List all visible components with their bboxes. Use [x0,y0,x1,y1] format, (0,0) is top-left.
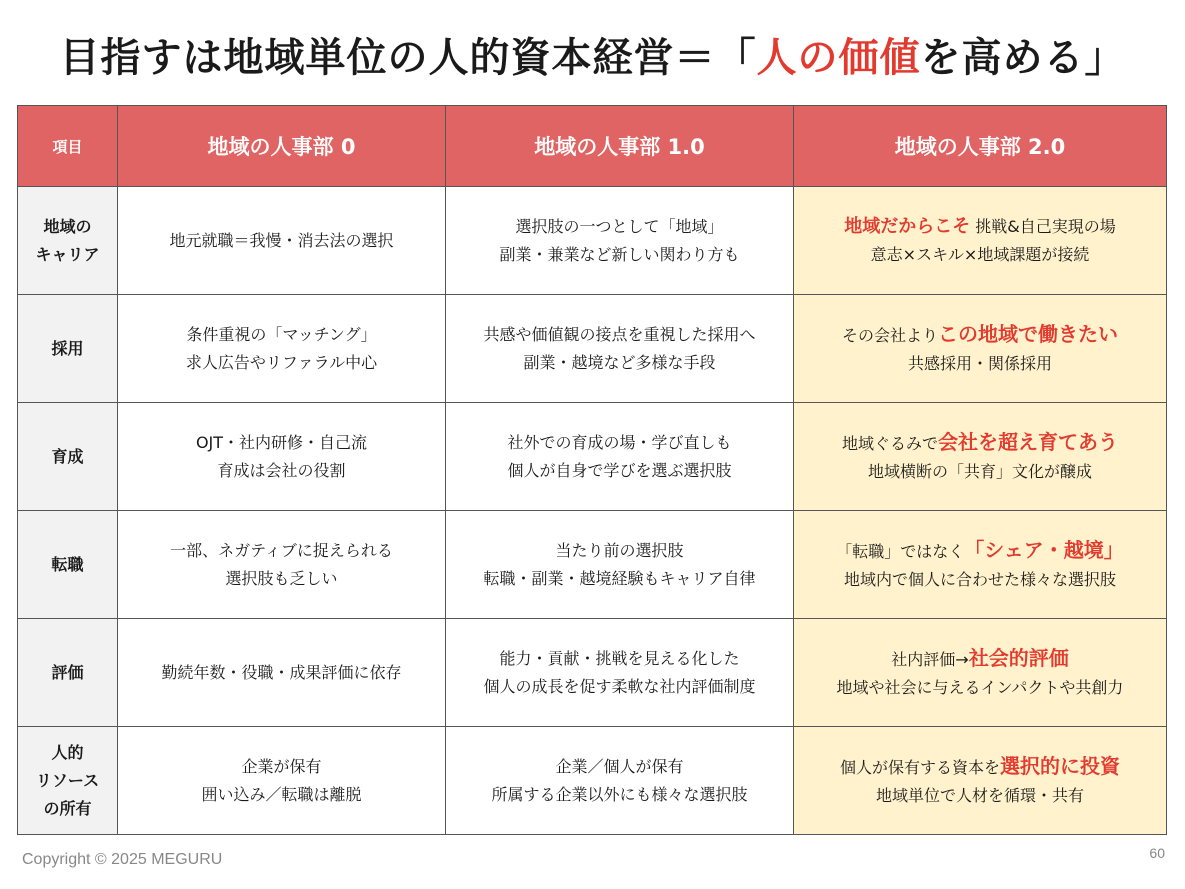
cell-hr-1: 社外での育成の場・学び直しも 個人が自身で学びを選ぶ選択肢 [446,403,794,511]
title-prefix: 目指すは地域単位の人的資本経営＝「 [59,35,757,81]
cell-hr-2: その会社よりこの地域で働きたい 共感採用・関係採用 [794,295,1167,403]
cell-hr-1: 選択肢の一つとして「地域」 副業・兼業など新しい関わり方も [446,187,794,295]
cell-hr-1: 能力・貢献・挑戦を見える化した 個人の成長を促す柔軟な社内評価制度 [446,619,794,727]
highlight-text: 選択的に投資 [1000,753,1120,778]
cell-hr-1: 共感や価値観の接点を重視した採用へ 副業・越境など多様な手段 [446,295,794,403]
row-label: 評価 [18,619,118,727]
highlight-text: 「シェア・越境」 [964,537,1124,562]
title-highlight: 人の価値 [756,35,921,81]
table-header-row [18,106,1167,187]
header-hr-1: 地域の人事部 1.0 [446,106,794,187]
table-row [18,727,1167,835]
cell-hr-1: 当たり前の選択肢 転職・副業・越境経験もキャリア自律 [446,511,794,619]
highlight-text: 地域だからこそ [844,215,971,237]
cell-hr-2: 地域だからこそ 挑戦&自己実現の場 意志×スキル×地域課題が接続 [794,187,1167,295]
highlight-text: 社会的評価 [968,645,1069,670]
cell-hr-0: 一部、ネガティブに捉えられる 選択肢も乏しい [118,511,446,619]
header-hr-2: 地域の人事部 2.0 [794,106,1167,187]
title-suffix: を高める」 [920,35,1126,81]
cell-hr-1: 企業／個人が保有 所属する企業以外にも様々な選択肢 [446,727,794,835]
row-label: 人的 リソース の所有 [18,727,118,835]
cell-hr-2: 地域ぐるみで会社を超え育てあう 地域横断の「共育」文化が醸成 [794,403,1167,511]
cell-hr-0: 条件重視の「マッチング」 求人広告やリファラル中心 [118,295,446,403]
page-title [0,30,1185,86]
cell-hr-0: OJT・社内研修・自己流 育成は会社の役割 [118,403,446,511]
comparison-table [17,105,1167,835]
table-row [18,295,1167,403]
cell-hr-0: 企業が保有 囲い込み／転職は離脱 [118,727,446,835]
row-label: 地域の キャリア [18,187,118,295]
table-row [18,187,1167,295]
row-label: 採用 [18,295,118,403]
header-hr-0: 地域の人事部 0 [118,106,446,187]
cell-hr-2: 「転職」ではなく「シェア・越境」 地域内で個人に合わせた様々な選択肢 [794,511,1167,619]
copyright-text: Copyright © 2025 MEGURU [22,851,223,868]
row-label: 育成 [18,403,118,511]
cell-hr-2: 個人が保有する資本を選択的に投資 地域単位で人材を循環・共有 [794,727,1167,835]
highlight-text: この地域で働きたい [938,321,1118,346]
cell-hr-0: 勤続年数・役職・成果評価に依存 [118,619,446,727]
row-label: 転職 [18,511,118,619]
table-row [18,403,1167,511]
cell-hr-2: 社内評価→社会的評価 地域や社会に与えるインパクトや共創力 [794,619,1167,727]
highlight-text: 会社を超え育てあう [938,429,1118,454]
page-number: 60 [1149,845,1165,861]
cell-hr-0: 地元就職＝我慢・消去法の選択 [118,187,446,295]
header-item: 項目 [18,106,118,187]
table-row [18,619,1167,727]
table-row [18,511,1167,619]
